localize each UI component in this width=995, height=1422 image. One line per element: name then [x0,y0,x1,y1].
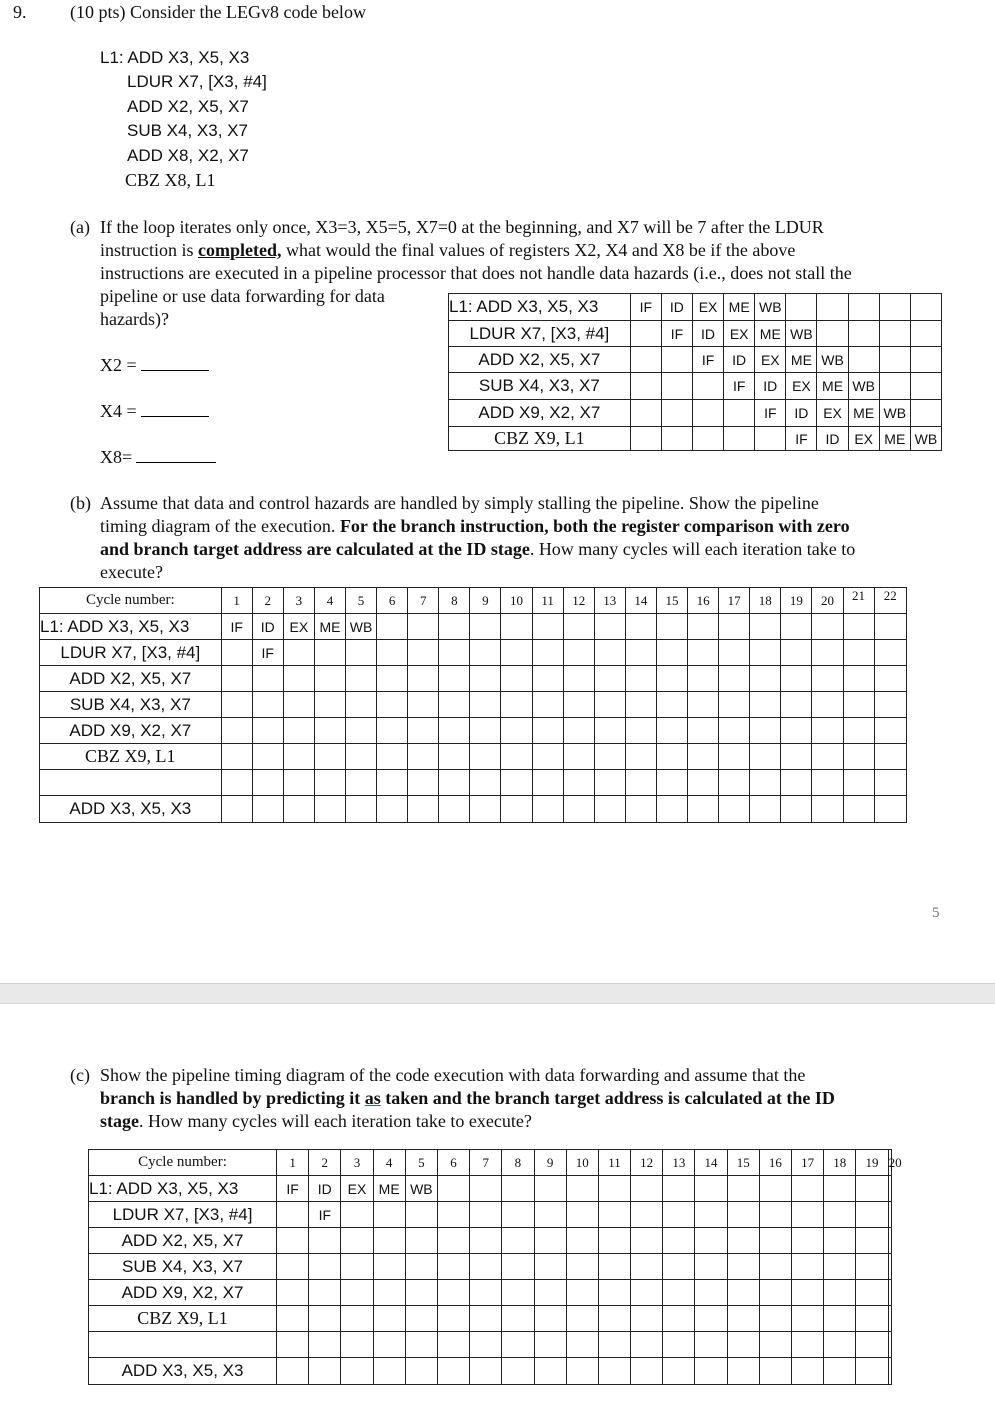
stage-cell: WB [879,400,910,427]
instruction-label: SUB X4, X3, X7 [89,1254,277,1280]
part-a-pipeline-table [448,293,942,451]
part-b-pipeline-table [39,587,907,823]
stage-cell[interactable]: WB [405,1176,437,1202]
cycle-number: 17 [719,588,750,614]
cycle-number: 6 [437,1150,469,1176]
code-line: CBZ X8, L1 [125,170,216,190]
instruction-label: ADD X2, X5, X7 [89,1228,277,1254]
cycle-number: 2 [252,588,283,614]
cycle-number: 5 [405,1150,437,1176]
cycle-number: 6 [377,588,408,614]
cycle-number: 8 [502,1150,534,1176]
stage-cell: ID [724,347,755,373]
instruction-label: L1: ADD X3, X5, X3 [449,294,631,321]
table-row [89,1280,892,1306]
part-c-pipeline-table [88,1149,902,1385]
cycle-number: 16 [759,1150,791,1176]
stage-cell: WB [848,373,879,400]
instruction-label: ADD X2, X5, X7 [40,666,222,692]
part-c-label: (c) [70,1065,90,1085]
stage-cell: WB [817,347,848,373]
stage-cell[interactable]: ME [314,614,345,640]
part-c-text: branch is handled by predicting it as taken and the branch target address is calculated at the ID [100,1088,835,1108]
code-line: ADD X8, X2, X7 [127,146,249,165]
part-c-text: stage. How many cycles will each iteration take to execute? [100,1111,532,1131]
instruction-label: LDUR X7, [X3, #4] [89,1202,277,1228]
stage-cell: ME [817,373,848,400]
cycle-header: Cycle number: [89,1150,277,1176]
instruction-label: ADD X9, X2, X7 [449,400,631,427]
instruction-label: SUB X4, X3, X7 [449,373,631,400]
cycle-number: 7 [470,1150,502,1176]
instruction-label [89,1332,277,1358]
cycle-number: 11 [598,1150,630,1176]
stage-cell[interactable]: ID [309,1176,341,1202]
answer-blank[interactable] [141,402,209,417]
stage-cell: EX [786,373,817,400]
answer-blank[interactable] [141,356,209,371]
stage-cell: EX [692,294,723,321]
instruction-label: ADD X3, X5, X3 [89,1358,277,1385]
table-row [89,1306,892,1332]
cycle-number: 4 [314,588,345,614]
stage-cell: ME [724,294,755,321]
table-row [89,1254,892,1280]
cycle-number: 4 [373,1150,405,1176]
part-b-text: and branch target address are calculated at the ID stage. How many cycles will each iteration take to [100,539,856,559]
stage-cell: IF [724,373,755,400]
cycle-number: 12 [631,1150,663,1176]
answer-x4: X4 = [100,400,209,423]
stage-cell: EX [755,347,786,373]
cycle-number: 9 [534,1150,566,1176]
page-number: 5 [932,905,940,921]
stage-cell: EX [724,321,755,347]
stage-cell: ID [661,294,692,321]
part-a-label: (a) [70,217,90,237]
cycle-number: 14 [625,588,656,614]
stage-cell[interactable]: IF [309,1202,341,1228]
instruction-label: L1: ADD X3, X5, X3 [89,1176,277,1202]
stage-cell: ID [817,427,848,451]
cycle-number: 9 [470,588,501,614]
instruction-label: LDUR X7, [X3, #4] [40,640,222,666]
instruction-label: ADD X9, X2, X7 [89,1280,277,1306]
cycle-number: 20 [812,588,843,614]
emphasis-completed: completed, [198,240,282,260]
table-header-row [40,588,907,614]
table-row [40,640,907,666]
stage-cell: EX [817,400,848,427]
instruction-label: ADD X3, X5, X3 [40,796,222,823]
stage-cell: WB [786,321,817,347]
table-row [449,373,942,400]
cycle-number: 12 [563,588,594,614]
table-row [40,796,907,823]
stage-cell: ME [786,347,817,373]
cycle-number: 5 [346,588,377,614]
stage-cell: ME [879,427,910,451]
cycle-number: 19 [781,588,812,614]
stage-cell: ID [786,400,817,427]
table-header-row [89,1150,892,1176]
table-row [89,1332,892,1358]
stage-cell: ID [755,373,786,400]
instruction-label [40,770,222,796]
stage-cell[interactable]: EX [341,1176,373,1202]
cycle-number: 13 [594,588,625,614]
part-a-text: pipeline or use data forwarding for data [100,286,385,306]
table-row [89,1358,892,1385]
stage-cell: ME [755,321,786,347]
cycle-number: 2 [309,1150,341,1176]
instruction-label: L1: ADD X3, X5, X3 [40,614,222,640]
question-number: 9. [13,2,27,22]
cycle-number: 17 [792,1150,824,1176]
cycle-number: 15 [656,588,687,614]
stage-cell[interactable]: IF [277,1176,309,1202]
code-line: L1: ADD X3, X5, X3 [100,48,250,67]
stage-cell[interactable]: ME [373,1176,405,1202]
cycle-number: 16 [688,588,719,614]
table-row [449,427,942,451]
cycle-number: 1 [221,588,252,614]
stage-cell[interactable]: IF [221,614,252,640]
stage-cell[interactable]: EX [283,614,314,640]
code-line: SUB X4, X3, X7 [127,121,248,140]
cycle-number: 8 [439,588,470,614]
cycle-number: 15 [727,1150,759,1176]
table-row [40,614,907,640]
code-line: ADD X2, X5, X7 [127,97,249,116]
cycle-number: 7 [408,588,439,614]
stage-cell: IF [755,400,786,427]
cycle-number: 21 [843,588,874,614]
instruction-label: CBZ X9, L1 [449,427,631,451]
part-a-text: If the loop iterates only once, X3=3, X5=5, X7=0 at the beginning, and X7 will be 7 after the LDUR [100,217,824,237]
stage-cell: WB [755,294,786,321]
part-b-text: Assume that data and control hazards are handled by simply stalling the pipeline. Show the pipeline [100,493,819,513]
table-row [89,1228,892,1254]
stage-cell[interactable]: WB [346,614,377,640]
table-row [89,1202,892,1228]
cycle-number: 22 [874,588,906,614]
stage-cell: ID [692,321,723,347]
cycle-number: 1 [277,1150,309,1176]
instruction-label: CBZ X9, L1 [40,744,222,770]
instruction-label: SUB X4, X3, X7 [40,692,222,718]
cycle-number: 3 [283,588,314,614]
question-header: (10 pts) Consider the LEGv8 code below [70,2,366,22]
part-b-text: execute? [100,562,163,582]
cycle-number: 14 [695,1150,727,1176]
cycle-number: 20 [888,1150,891,1176]
part-c-text: Show the pipeline timing diagram of the code execution with data forwarding and assume that the [100,1065,806,1085]
cycle-number: 10 [501,588,532,614]
instruction-label: ADD X9, X2, X7 [40,718,222,744]
cycle-number: 18 [824,1150,856,1176]
table-row [40,744,907,770]
part-b-label: (b) [70,493,91,513]
part-a-text: instructions are executed in a pipeline processor that does not handle data hazards (i.e., does not stall the [100,263,852,283]
instruction-label: CBZ X9, L1 [89,1306,277,1332]
table-row [449,294,942,321]
stage-cell[interactable]: ID [252,614,283,640]
stage-cell: EX [848,427,879,451]
cycle-number: 18 [750,588,781,614]
part-a-text: hazards)? [100,309,169,329]
table-row [40,770,907,796]
cycle-number: 19 [856,1150,888,1176]
cycle-number: 13 [663,1150,695,1176]
table-row [89,1176,892,1202]
part-a-text: instruction is completed, what would the final values of registers X2, X4 and X8 be if the above [100,240,796,260]
answer-x2: X2 = [100,354,209,377]
cycle-number: 3 [341,1150,373,1176]
page-break [0,983,995,1004]
stage-cell: ME [848,400,879,427]
stage-cell: WB [910,427,941,451]
cycle-number: 10 [566,1150,598,1176]
instruction-label: ADD X2, X5, X7 [449,347,631,373]
stage-cell: IF [692,347,723,373]
stage-cell: IF [630,294,661,321]
cycle-number: 11 [532,588,563,614]
table-row [40,718,907,744]
stage-cell: IF [786,427,817,451]
table-row [449,400,942,427]
instruction-label: LDUR X7, [X3, #4] [449,321,631,347]
table-row [449,347,942,373]
answer-blank[interactable] [136,448,216,463]
stage-cell: IF [661,321,692,347]
part-b-text: timing diagram of the execution. For the branch instruction, both the register comparison with zero [100,516,850,536]
answer-x8: X8= [100,446,216,469]
table-row [449,321,942,347]
code-line: LDUR X7, [X3, #4] [127,72,267,91]
table-row [40,666,907,692]
table-row [40,692,907,718]
cycle-header: Cycle number: [40,588,222,614]
stage-cell[interactable]: IF [252,640,283,666]
